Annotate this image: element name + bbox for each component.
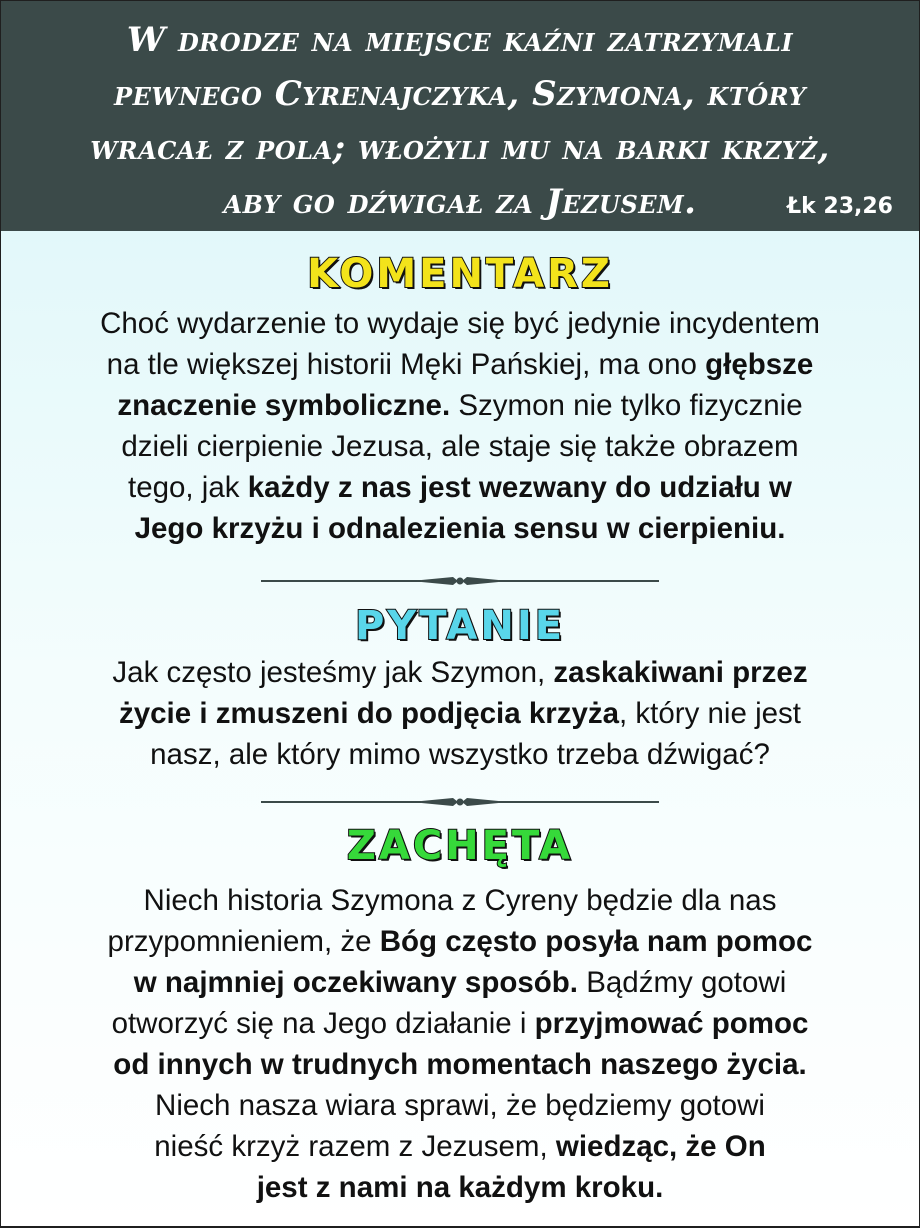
quote-line: W drodze na miejsce kaźni zatrzymali bbox=[126, 20, 794, 60]
emphasized-text: znaczenie symboliczne. bbox=[117, 389, 451, 422]
emphasized-text: od innych w trudnych momentach naszego życia. bbox=[113, 1048, 807, 1081]
emphasized-text: każdy z nas jest wezwany do udziału w bbox=[247, 471, 792, 504]
page bbox=[1, 1, 919, 1226]
emphasized-text: głębsze bbox=[705, 348, 814, 381]
quote-line: wracał z pola; włożyli mu na barki krzyż, bbox=[90, 128, 830, 168]
emphasized-text: wiedząc, że On bbox=[555, 1130, 766, 1163]
zacheta-heading: ZACHĘTA bbox=[346, 823, 574, 869]
ornamental-divider-icon bbox=[261, 574, 659, 588]
bible-reference: Łk 23,26 bbox=[786, 194, 893, 219]
emphasized-text: życie i zmuszeni do podjęcia krzyża bbox=[118, 697, 620, 730]
pytanie-heading: PYTANIE bbox=[354, 603, 566, 649]
quote-line: pewnego Cyrenajczyka, Szymona, który bbox=[114, 74, 806, 114]
body-text: Niech historia Szymona z Cyreny będzie dla nas bbox=[143, 884, 777, 917]
emphasized-text: jest z nami na każdym kroku. bbox=[256, 1171, 664, 1204]
emphasized-text: Bóg często posyła nam pomoc bbox=[379, 925, 813, 958]
body-text: nieść krzyż razem z Jezusem, bbox=[154, 1130, 556, 1163]
body-text: , który nie jest bbox=[619, 697, 801, 730]
body-text: tego, jak bbox=[128, 471, 248, 504]
ornamental-divider-icon bbox=[261, 795, 659, 809]
zacheta-text bbox=[11, 880, 909, 1208]
body-text: dzieli cierpienie Jezusa, ale staje się także obrazem bbox=[121, 430, 799, 463]
body-text: przypomnieniem, że bbox=[107, 925, 380, 958]
komentarz-text bbox=[11, 303, 909, 549]
quote-header bbox=[1, 1, 919, 231]
bible-quote bbox=[21, 13, 899, 229]
body-text: nasz, ale który mimo wszystko trzeba dźwigać? bbox=[150, 738, 770, 771]
body-text: Bądźmy gotowi bbox=[578, 966, 787, 999]
body-text: Szymon nie tylko fizycznie bbox=[450, 389, 803, 422]
body-text: na tle większej historii Męki Pańskiej, ma ono bbox=[106, 348, 706, 381]
pytanie-text bbox=[11, 652, 909, 775]
emphasized-text: w najmniej oczekiwany sposób. bbox=[133, 966, 579, 999]
body-text: Niech nasza wiara sprawi, że będziemy gotowi bbox=[155, 1089, 765, 1122]
komentarz-heading: KOMENTARZ bbox=[307, 251, 613, 297]
body-text: otworzyć się na Jego działanie i bbox=[111, 1007, 535, 1040]
emphasized-text: zaskakiwani przez bbox=[553, 656, 808, 689]
body-text: Jak często jesteśmy jak Szymon, bbox=[112, 656, 554, 689]
emphasized-text: przyjmować pomoc bbox=[534, 1007, 809, 1040]
quote-line: aby go dźwigał za Jezusem. bbox=[223, 182, 697, 222]
body-text: Choć wydarzenie to wydaje się być jedynie incydentem bbox=[100, 307, 820, 340]
emphasized-text: Jego krzyżu i odnalezienia sensu w cierpieniu. bbox=[134, 512, 786, 545]
